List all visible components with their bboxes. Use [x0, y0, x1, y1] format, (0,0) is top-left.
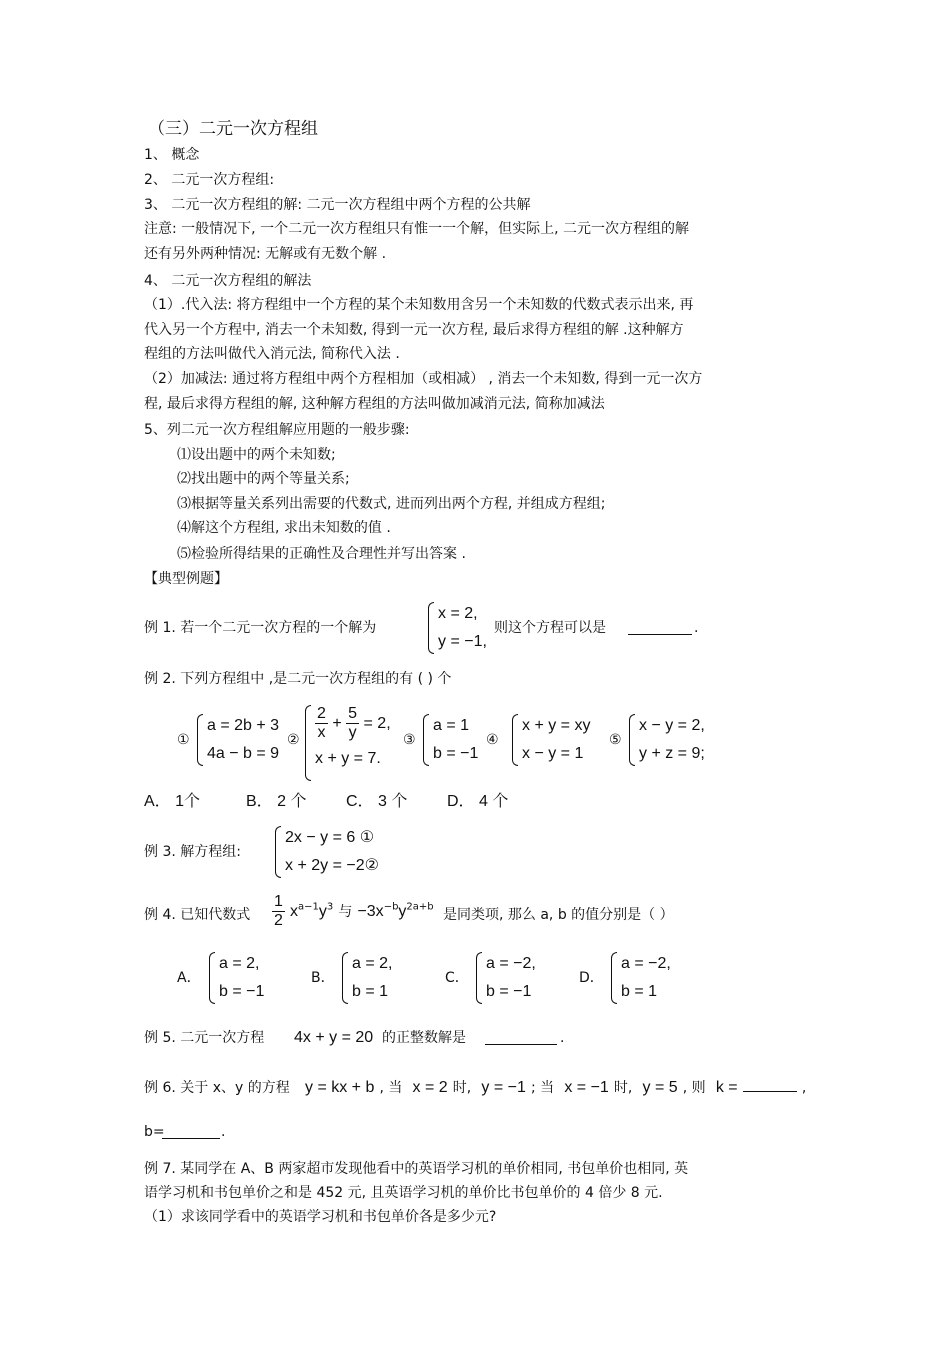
step-4: ⑷解这个方程组, 求出未知数的值 .	[177, 520, 391, 536]
step-1: ⑴设出题中的两个未知数;	[177, 447, 336, 463]
ex4-lead: 例 4. 已知代数式	[144, 907, 251, 923]
ex3-lead: 例 3. 解方程组:	[144, 844, 241, 860]
item-5-steps: 5、列二元一次方程组解应用题的一般步骤:	[144, 422, 410, 438]
ex1-system	[428, 600, 487, 656]
item-3-solution: 3、 二元一次方程组的解: 二元一次方程组中两个方程的公共解	[144, 197, 531, 213]
method-1-line-3: 程组的方法叫做代入消元法, 简称代入法 .	[144, 346, 400, 362]
ex2-s4-eq-2: x − y = 1	[522, 745, 584, 762]
ex2-s2-frac-2: $\frac{5}{y}$	[348, 705, 358, 742]
ex2-lead: 例 2. 下列方程组中 ,是二元一次方程组的有 ( ) 个	[144, 671, 452, 687]
method-2-line-2: 程, 最后求得方程组的解, 这种解方程组的方法叫做加减消元法, 简称加减法	[144, 396, 605, 412]
ex6-b-blank[interactable]	[162, 1138, 220, 1139]
ex7-line-3: （1）求该同学看中的英语学习机和书包单价各是多少元?	[144, 1209, 497, 1225]
ex2-s4-eq-1: x + y = xy	[522, 717, 591, 734]
ex2-s2-eq-2: x + y = 7.	[315, 750, 381, 767]
ex2-system-2	[305, 703, 391, 783]
ex2-s1-eq-1: a = 2b + 3	[207, 717, 280, 734]
ex2-option-b[interactable]: B． 2 个	[246, 793, 307, 810]
ex4-option-c[interactable]: a = −2, b = −1	[476, 950, 536, 1006]
ex5-lead: 例 5. 二元一次方程	[144, 1030, 265, 1046]
method-1-line-2: 代入另一个方程中, 消去一个未知数, 得到一元一次方程, 最后求得方程组的解 .这种解方	[144, 322, 684, 338]
method-2-line-1: （2）加减法: 通过将方程组中两个方程相加（或相减） , 消去一个未知数, 得到一元一次方	[144, 371, 703, 387]
ex7-line-2: 语学习机和书包单价之和是 452 元, 且英语学习机的单价比书包单价的 4 倍少 8 元.	[144, 1185, 663, 1201]
ex3-eq-2: x + 2y = −2②	[285, 857, 379, 874]
ex4-tail: 是同类项, 那么 a, b 的值分别是（ ）	[443, 907, 674, 923]
ex2-s3-eq-2: b = −1	[433, 745, 479, 762]
note-line-2: 还有另外两种情况: 无解或有无数个解 .	[144, 246, 387, 262]
step-5: ⑸检验所得结果的正确性及合理性并写出答案 .	[177, 546, 466, 562]
ex2-s2-eq-1: $\frac{2}{x}$ + $\frac{5}{y}$ = 2,	[317, 705, 391, 742]
ex6-b-label: b=	[144, 1124, 165, 1140]
ex2-s2-frac-1: $\frac{2}{x}$	[317, 705, 326, 742]
ex7-line-1: 例 7. 某同学在 A、B 两家超市发现他看中的英语学习机的单价相同, 书包单价也相同, 英	[144, 1161, 689, 1177]
ex2-num-1: ①	[177, 732, 190, 748]
ex1-answer-blank[interactable]	[628, 634, 692, 635]
item-2-system: 2、 二元一次方程组:	[144, 172, 275, 188]
step-3: ⑶根据等量关系列出需要的代数式, 进而列出两个方程, 并组成方程组;	[177, 496, 606, 512]
item-1-concept: 1、 概念	[144, 147, 200, 163]
ex2-system-4	[512, 712, 590, 768]
ex2-option-a[interactable]: A． 1个	[144, 793, 201, 810]
ex2-num-5: ⑤	[609, 732, 622, 748]
ex5-answer-blank[interactable]	[485, 1044, 557, 1045]
ex5-equation: 4x + y = 20	[294, 1029, 374, 1046]
ex5-end: .	[560, 1030, 565, 1046]
ex4-option-c-label[interactable]: C．	[445, 970, 469, 986]
ex6-line: 例 6. 关于 x、y 的方程 y = kx + b , 当 x = 2 时, y = −1 ; 当 x = −1 时, y = 5 , 则 k = ,	[144, 1079, 807, 1096]
ex2-num-3: ③	[403, 732, 416, 748]
note-line-1: 注意: 一般情况下, 一个二元一次方程组只有惟一一个解，但实际上, 二元一次方程组的解	[144, 221, 689, 237]
ex4-option-a[interactable]: a = 2, b = −1	[209, 950, 264, 1006]
ex6-b-end: .	[221, 1124, 226, 1140]
ex4-option-d[interactable]: a = −2, b = 1	[611, 950, 671, 1006]
ex1-tail: 则这个方程可以是	[494, 620, 606, 636]
ex4-option-a-label[interactable]: A．	[177, 970, 201, 986]
ex3-system	[275, 824, 379, 880]
ex2-system-3	[423, 712, 478, 768]
ex6-k-blank[interactable]	[743, 1091, 797, 1092]
ex1-eq-2: y = −1,	[438, 633, 487, 650]
ex2-s5-eq-1: x − y = 2,	[639, 717, 705, 734]
ex2-s3-eq-1: a = 1	[433, 717, 470, 734]
ex4-expression: $\frac{1}{2}$ $x^{a-1}y^3$ 与 $-3x^{-b}y^{2a+b}$	[274, 893, 434, 929]
ex4-fraction-half: $\frac{1}{2}$	[274, 893, 283, 929]
ex4-option-b-label[interactable]: B．	[311, 970, 335, 986]
step-2: ⑵找出题中的两个等量关系;	[177, 471, 350, 487]
ex1-eq-1: x = 2,	[438, 605, 478, 622]
item-4-methods: 4、 二元一次方程组的解法	[144, 273, 312, 289]
method-1-line-1: （1）.代入法: 将方程组中一个方程的某个未知数用含另一个未知数的代数式表示出来, 再	[144, 297, 694, 313]
examples-header: 【典型例题】	[144, 571, 228, 587]
ex4-option-d-label[interactable]: D．	[579, 970, 604, 986]
ex2-s1-eq-2: 4a − b = 9	[207, 745, 280, 762]
ex2-system-5	[629, 712, 705, 768]
page-title: （三）二元一次方程组	[148, 119, 318, 139]
ex2-option-d[interactable]: D． 4 个	[447, 793, 509, 810]
ex1-end: .	[694, 620, 699, 636]
ex2-s5-eq-2: y + z = 9;	[639, 745, 705, 762]
ex2-num-4: ④	[486, 732, 499, 748]
ex4-option-b[interactable]: a = 2, b = 1	[342, 950, 392, 1006]
ex1-lead: 例 1. 若一个二元一次方程的一个解为	[144, 620, 377, 636]
ex3-eq-1: 2x − y = 6 ①	[285, 829, 375, 846]
ex2-system-1	[197, 712, 279, 768]
ex5-tail: 的正整数解是	[382, 1030, 466, 1046]
ex2-num-2: ②	[287, 732, 300, 748]
ex2-option-c[interactable]: C． 3 个	[346, 793, 408, 810]
